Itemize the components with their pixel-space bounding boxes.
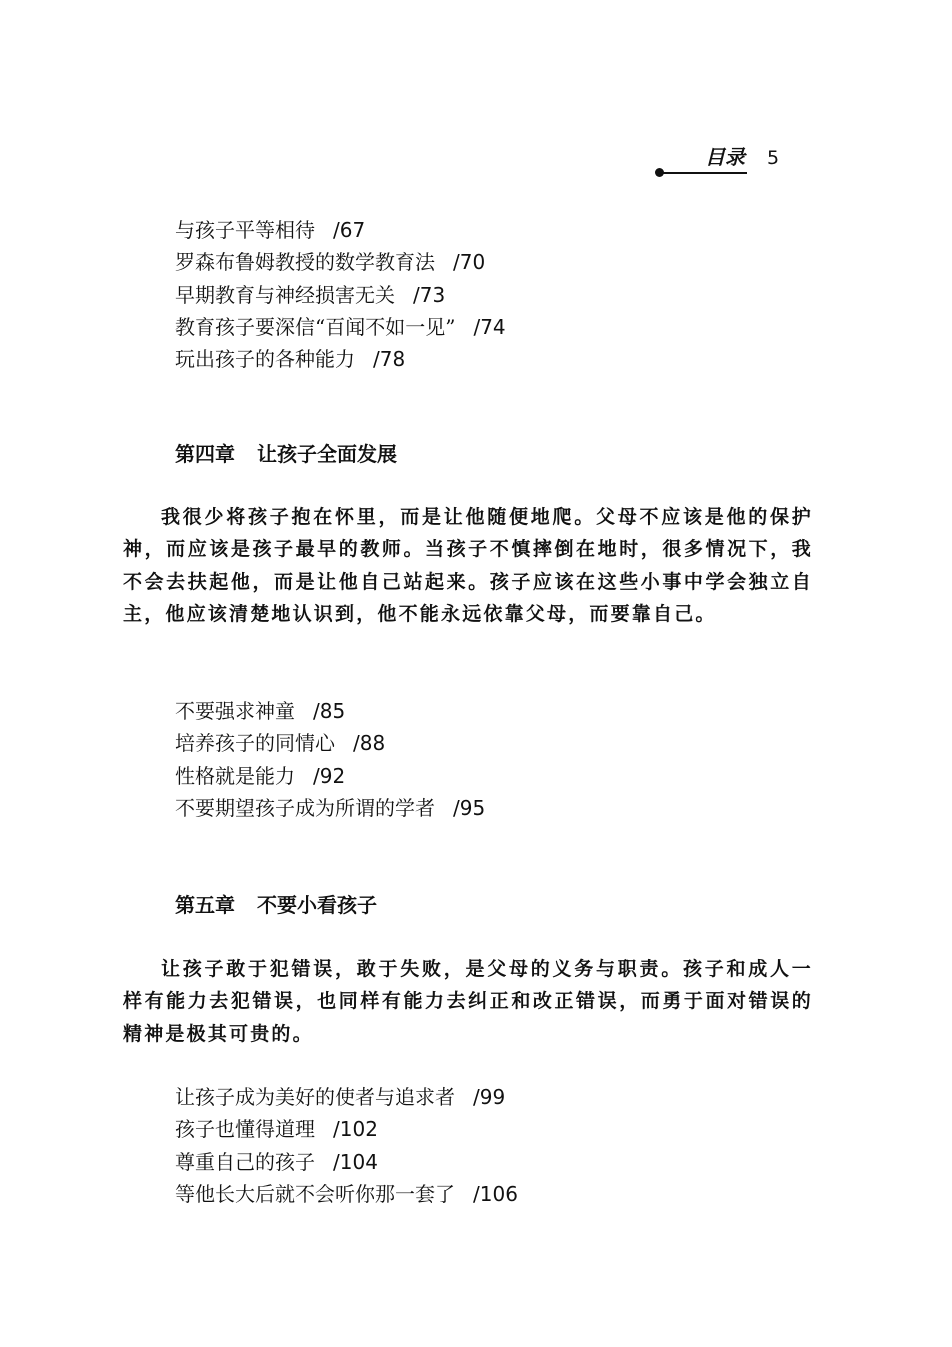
- toc-entry-page: /102: [333, 1117, 378, 1142]
- toc-entry[interactable]: [175, 343, 506, 375]
- toc-entry-page: /88: [353, 731, 386, 756]
- toc-entry-title: 让孩子成为美好的使者与追求者: [175, 1085, 455, 1109]
- toc-entry[interactable]: [175, 727, 485, 759]
- chapter-4-toc-list: [175, 695, 485, 824]
- header-title: 目录: [705, 145, 745, 169]
- toc-entry[interactable]: [175, 1146, 518, 1178]
- toc-entry-title: 性格就是能力: [175, 763, 295, 788]
- toc-entry[interactable]: [175, 1178, 518, 1210]
- toc-entry-title: 玩出孩子的各种能力: [175, 347, 355, 372]
- toc-entry-page: /104: [333, 1149, 378, 1174]
- toc-entry-title: 培养孩子的同情心: [175, 731, 335, 756]
- toc-entry-page: /106: [473, 1181, 518, 1206]
- chapter-4-label: 第四章: [175, 442, 235, 466]
- toc-entry[interactable]: [175, 246, 506, 278]
- toc-entry-page: /70: [453, 250, 486, 275]
- toc-entry-title: 不要期望孩子成为所谓的学者: [175, 795, 435, 820]
- toc-entry-title: 与孩子平等相待: [175, 218, 315, 242]
- toc-list-continued: [175, 214, 506, 375]
- toc-entry-page: /67: [333, 218, 366, 242]
- toc-entry-page: /78: [373, 347, 406, 372]
- toc-entry[interactable]: [175, 311, 506, 343]
- toc-entry-title: 尊重自己的孩子: [175, 1149, 315, 1174]
- header-rule: [661, 172, 747, 174]
- toc-entry-page: /74: [473, 314, 506, 339]
- toc-entry-page: /85: [313, 699, 346, 723]
- toc-entry[interactable]: [175, 279, 506, 311]
- toc-entry[interactable]: [175, 760, 485, 792]
- chapter-4-summary: 我很少将孩子抱在怀里，而是让他随便地爬。父母不应该是他的保护神，而应该是孩子最早的教师。当孩子不慎摔倒在地时，很多情况下，我不会去扶起他，而是让他自己站起来。孩子应该在这些小事中学会独立自主，他应该清楚地认识到，他不能永远依靠父母，而要靠自己。: [123, 506, 813, 625]
- toc-entry[interactable]: [175, 1113, 518, 1145]
- chapter-5-heading[interactable]: [175, 891, 377, 919]
- toc-entry[interactable]: [175, 792, 485, 824]
- chapter-4-title: 让孩子全面发展: [257, 442, 397, 466]
- toc-entry[interactable]: [175, 1081, 518, 1113]
- chapter-4-heading[interactable]: [175, 440, 397, 468]
- toc-entry-title: 早期教育与神经损害无关: [175, 282, 395, 307]
- toc-entry-page: /99: [473, 1085, 506, 1109]
- chapter-5-summary: 让孩子敢于犯错误，敢于失败，是父母的义务与职责。孩子和成人一样有能力去犯错误，也同样有能力去纠正和改正错误，而勇于面对错误的精神是极其可贵的。: [123, 958, 813, 1045]
- toc-entry-title: 不要强求神童: [175, 699, 295, 723]
- toc-entry-title: 罗森布鲁姆教授的数学教育法: [175, 250, 435, 275]
- toc-entry-page: /92: [313, 763, 346, 788]
- toc-entry-page: /73: [413, 282, 446, 307]
- toc-entry-title: 教育孩子要深信“百闻不如一见”: [175, 314, 456, 339]
- toc-entry[interactable]: [175, 214, 506, 246]
- running-header: [655, 144, 795, 184]
- chapter-5-toc-list: [175, 1081, 518, 1210]
- chapter-5-title: 不要小看孩子: [257, 893, 377, 917]
- chapter-5-label: 第五章: [175, 893, 235, 917]
- toc-entry-page: /95: [453, 795, 486, 820]
- page-number: 5: [767, 147, 780, 169]
- toc-entry-title: 等他长大后就不会听你那一套了: [175, 1181, 455, 1206]
- toc-entry-title: 孩子也懂得道理: [175, 1117, 315, 1142]
- toc-entry[interactable]: [175, 695, 485, 727]
